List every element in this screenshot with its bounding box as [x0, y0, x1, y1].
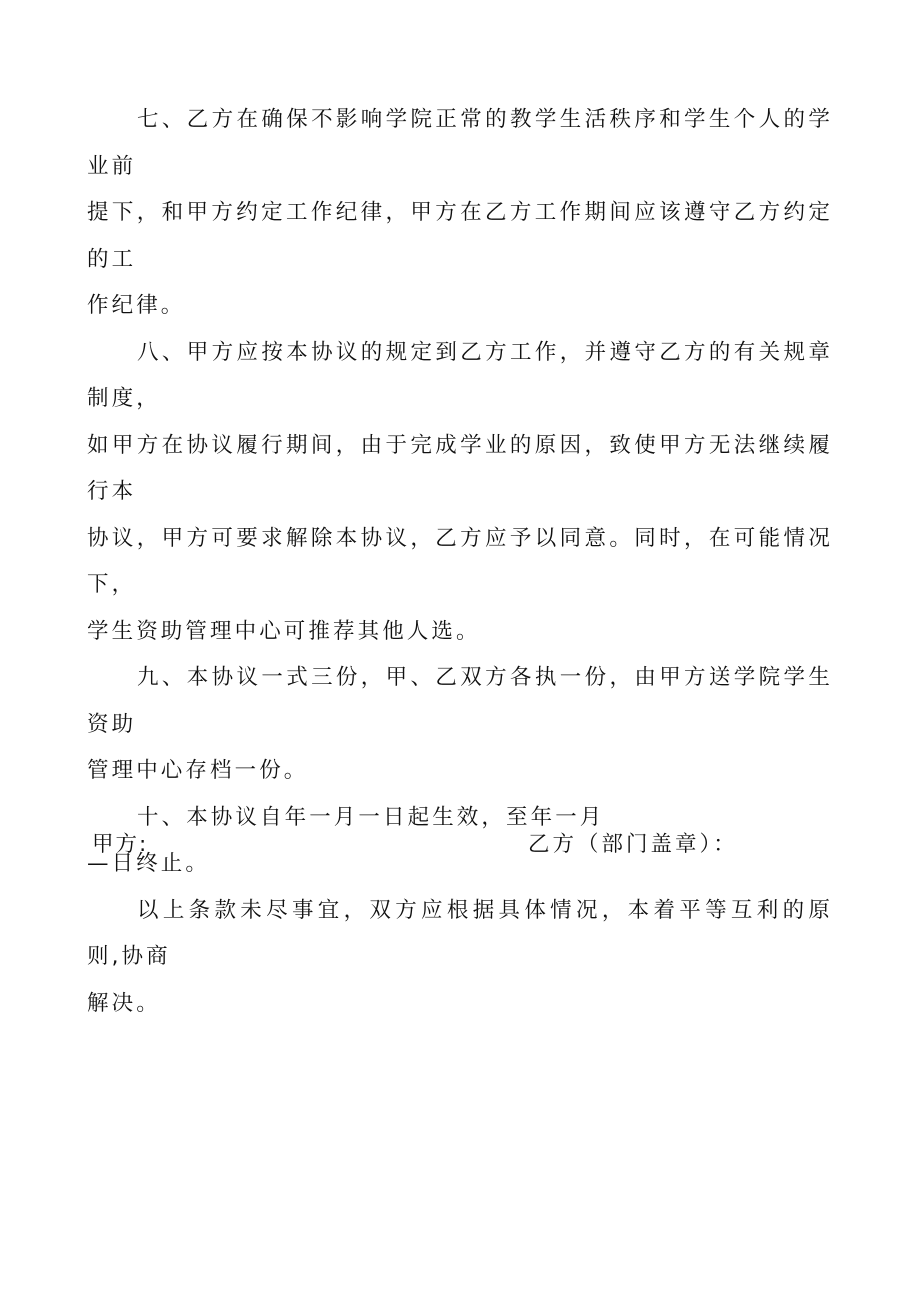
clause-eight-line-3: 协议，甲方可要求解除本协议，乙方应予以同意。同时，在可能情况下， [87, 525, 833, 597]
party-b-signature-label: 乙方（部门盖章）： [528, 832, 738, 857]
clause-eight-line-4: 学生资助管理中心可推荐其他人选。 [87, 618, 481, 644]
clause-seven-line-3: 作纪律。 [87, 293, 186, 318]
closing-clause-line-1: 以上条款未尽事宜，双方应根据具体情况，本着平等互利的原则,协商 [87, 897, 833, 969]
closing-clause [87, 888, 833, 1028]
clause-nine-line-1: 九、本协议一式三份，甲、乙双方各执一份，由甲方送学院学生资助 [87, 665, 833, 737]
agreement-body [87, 97, 833, 1027]
clause-nine-line-2: 管理中心存档一份。 [87, 758, 309, 783]
clause-seven [87, 97, 833, 330]
clause-seven-line-2: 提下，和甲方约定工作纪律，甲方在乙方工作期间应该遵守乙方约定的工 [87, 200, 833, 272]
clause-eight-line-1: 八、甲方应按本协议的规定到乙方工作，并遵守乙方的有关规章制度， [87, 339, 833, 411]
closing-clause-line-2: 解决。 [87, 990, 161, 1016]
clause-nine [87, 655, 833, 795]
clause-ten-line-1: 十、本协议自年一月一日起生效，至年一月 [137, 804, 605, 830]
clause-ten-line-2: —日终止。 [87, 851, 211, 876]
party-a-signature-label: 甲方: [92, 832, 149, 857]
clause-eight-line-2: 如甲方在协议履行期间，由于完成学业的原因，致使甲方无法继续履行本 [87, 432, 833, 504]
clause-seven-line-1: 七、乙方在确保不影响学院正常的教学生活秩序和学生个人的学业前 [87, 107, 833, 179]
clause-eight [87, 330, 833, 656]
